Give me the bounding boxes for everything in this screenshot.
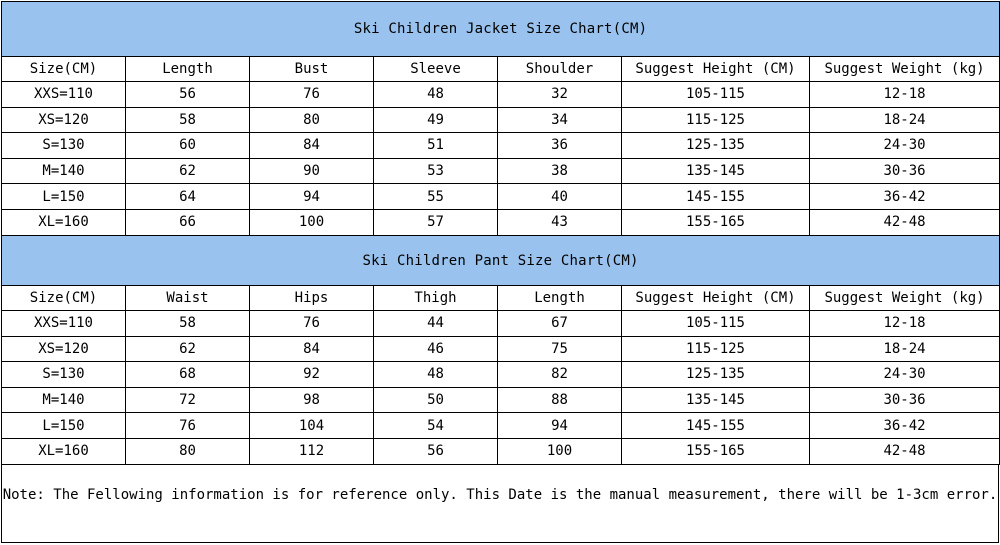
table-cell: XL=160 bbox=[2, 438, 126, 464]
column-header: Bust bbox=[250, 57, 374, 82]
table-cell: 60 bbox=[126, 133, 250, 159]
table-cell: L=150 bbox=[2, 184, 126, 210]
table-cell: 50 bbox=[374, 387, 498, 413]
table-cell: 51 bbox=[374, 133, 498, 159]
column-header: Suggest Height (CM) bbox=[622, 57, 810, 82]
table-cell: 135-145 bbox=[622, 158, 810, 184]
table-cell: 76 bbox=[250, 82, 374, 108]
table-row bbox=[2, 387, 1000, 413]
table-cell: 66 bbox=[126, 209, 250, 235]
table-cell: XL=160 bbox=[2, 209, 126, 235]
pant-header-row bbox=[2, 286, 1000, 311]
jacket-header-row bbox=[2, 57, 1000, 82]
table-row bbox=[2, 362, 1000, 388]
table-cell: 76 bbox=[250, 311, 374, 337]
table-cell: 32 bbox=[498, 82, 622, 108]
table-cell: M=140 bbox=[2, 158, 126, 184]
jacket-size-table bbox=[1, 1, 1000, 236]
column-header: Shoulder bbox=[498, 57, 622, 82]
table-cell: 68 bbox=[126, 362, 250, 388]
table-cell: 36-42 bbox=[810, 184, 1000, 210]
jacket-table-body bbox=[2, 82, 1000, 236]
table-cell: 54 bbox=[374, 413, 498, 439]
table-cell: 55 bbox=[374, 184, 498, 210]
table-cell: 12-18 bbox=[810, 311, 1000, 337]
table-cell: 18-24 bbox=[810, 336, 1000, 362]
pant-table-body bbox=[2, 311, 1000, 465]
table-cell: XS=120 bbox=[2, 107, 126, 133]
table-cell: 135-145 bbox=[622, 387, 810, 413]
measurement-note: Note: The Fellowing information is for reference only. This Date is the manual measurement, there will be 1-3cm error. bbox=[1, 465, 999, 543]
table-cell: 40 bbox=[498, 184, 622, 210]
table-row bbox=[2, 158, 1000, 184]
table-cell: 42-48 bbox=[810, 438, 1000, 464]
table-cell: 155-165 bbox=[622, 438, 810, 464]
column-header: Size(CM) bbox=[2, 57, 126, 82]
table-cell: 84 bbox=[250, 133, 374, 159]
table-cell: 49 bbox=[374, 107, 498, 133]
table-cell: M=140 bbox=[2, 387, 126, 413]
table-cell: 94 bbox=[498, 413, 622, 439]
table-row bbox=[2, 107, 1000, 133]
table-cell: 125-135 bbox=[622, 362, 810, 388]
table-cell: 75 bbox=[498, 336, 622, 362]
table-row bbox=[2, 336, 1000, 362]
table-cell: XXS=110 bbox=[2, 82, 126, 108]
table-cell: 44 bbox=[374, 311, 498, 337]
table-cell: 92 bbox=[250, 362, 374, 388]
table-cell: 18-24 bbox=[810, 107, 1000, 133]
table-cell: 53 bbox=[374, 158, 498, 184]
table-cell: 100 bbox=[498, 438, 622, 464]
table-cell: 42-48 bbox=[810, 209, 1000, 235]
table-cell: XS=120 bbox=[2, 336, 126, 362]
table-cell: 48 bbox=[374, 362, 498, 388]
table-cell: 56 bbox=[374, 438, 498, 464]
table-cell: 24-30 bbox=[810, 133, 1000, 159]
table-cell: 30-36 bbox=[810, 387, 1000, 413]
table-cell: 105-115 bbox=[622, 82, 810, 108]
table-row bbox=[2, 82, 1000, 108]
table-cell: 56 bbox=[126, 82, 250, 108]
table-cell: 57 bbox=[374, 209, 498, 235]
table-cell: 145-155 bbox=[622, 413, 810, 439]
table-cell: 155-165 bbox=[622, 209, 810, 235]
table-cell: 125-135 bbox=[622, 133, 810, 159]
table-cell: 105-115 bbox=[622, 311, 810, 337]
table-cell: 24-30 bbox=[810, 362, 1000, 388]
table-cell: 48 bbox=[374, 82, 498, 108]
table-cell: 38 bbox=[498, 158, 622, 184]
column-header: Length bbox=[498, 286, 622, 311]
table-cell: 104 bbox=[250, 413, 374, 439]
table-cell: S=130 bbox=[2, 362, 126, 388]
table-cell: 30-36 bbox=[810, 158, 1000, 184]
table-cell: 36 bbox=[498, 133, 622, 159]
column-header: Thigh bbox=[374, 286, 498, 311]
table-cell: L=150 bbox=[2, 413, 126, 439]
table-cell: 145-155 bbox=[622, 184, 810, 210]
table-row bbox=[2, 133, 1000, 159]
column-header: Length bbox=[126, 57, 250, 82]
table-cell: 62 bbox=[126, 336, 250, 362]
table-row bbox=[2, 413, 1000, 439]
table-cell: 34 bbox=[498, 107, 622, 133]
table-cell: 82 bbox=[498, 362, 622, 388]
table-cell: 64 bbox=[126, 184, 250, 210]
table-cell: 98 bbox=[250, 387, 374, 413]
pant-table-title: Ski Children Pant Size Chart(CM) bbox=[2, 236, 1000, 286]
table-cell: 76 bbox=[126, 413, 250, 439]
table-cell: 67 bbox=[498, 311, 622, 337]
table-cell: 100 bbox=[250, 209, 374, 235]
table-cell: 58 bbox=[126, 107, 250, 133]
table-cell: 94 bbox=[250, 184, 374, 210]
table-row bbox=[2, 311, 1000, 337]
pant-size-table bbox=[1, 235, 1000, 465]
column-header: Suggest Weight (kg) bbox=[810, 57, 1000, 82]
table-cell: 58 bbox=[126, 311, 250, 337]
table-cell: 115-125 bbox=[622, 107, 810, 133]
table-cell: 80 bbox=[126, 438, 250, 464]
column-header: Size(CM) bbox=[2, 286, 126, 311]
column-header: Suggest Height (CM) bbox=[622, 286, 810, 311]
jacket-table-title: Ski Children Jacket Size Chart(CM) bbox=[2, 2, 1000, 57]
table-cell: 115-125 bbox=[622, 336, 810, 362]
column-header: Hips bbox=[250, 286, 374, 311]
column-header: Suggest Weight (kg) bbox=[810, 286, 1000, 311]
table-cell: 88 bbox=[498, 387, 622, 413]
table-row bbox=[2, 438, 1000, 464]
table-cell: 62 bbox=[126, 158, 250, 184]
jacket-title-row bbox=[2, 2, 1000, 57]
table-cell: 46 bbox=[374, 336, 498, 362]
table-cell: 43 bbox=[498, 209, 622, 235]
table-cell: XXS=110 bbox=[2, 311, 126, 337]
table-cell: 90 bbox=[250, 158, 374, 184]
table-cell: 72 bbox=[126, 387, 250, 413]
table-cell: 112 bbox=[250, 438, 374, 464]
column-header: Sleeve bbox=[374, 57, 498, 82]
table-cell: 80 bbox=[250, 107, 374, 133]
table-cell: 36-42 bbox=[810, 413, 1000, 439]
table-cell: 84 bbox=[250, 336, 374, 362]
pant-title-row bbox=[2, 236, 1000, 286]
table-row bbox=[2, 184, 1000, 210]
table-row bbox=[2, 209, 1000, 235]
table-cell: S=130 bbox=[2, 133, 126, 159]
column-header: Waist bbox=[126, 286, 250, 311]
table-cell: 12-18 bbox=[810, 82, 1000, 108]
